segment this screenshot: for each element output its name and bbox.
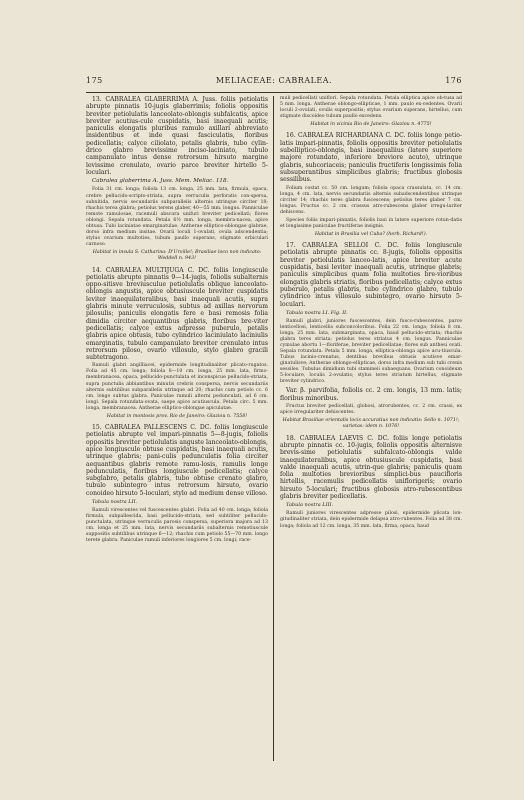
running-header [86,76,462,90]
species-17-plate: Tabula nostra LI. Fig. II. [286,309,348,316]
genus-name: CABRALEA. [278,76,333,85]
species-13-synonym: Cabralea glaberrima A. Juss. Mem. Meliac. 118. [92,178,229,185]
species-18-plate: Tabula nostra LIII. [286,502,334,509]
species-16-diagnosis: 16. CABRALEA RICHARDIANA C. DC. foliis longe petio-latis impari-pinnatis, foliolis oppositis breviter petiolulatis subelliptico-oblongis, basi inaequaliius (latere superiore majore rotundato, inferiore breviore acuto), utrinque glabris, subcoriaceis; paniculis fructiferis longissimis folia subsuperantibus simplicibus glabris; fructibus globosis sessilibus. [280,132,462,184]
species-13-description: Folia 31 cm. longa; foliola 13 cm. longa, 25 mm. lata, firmula, opaca, crebre pellucido-scripto-striata, supra verruculis perforatis con-spersa, subnitida, nervis secundariis subparallelis alternis utrinque circiter 18; rhachis terea glabra; petiolus terens glaber, 40—55 mm. longus. Panniculae remote ramulosae, racemuli abscura unifuri breviter pedicellati; flores oblongi. Sepala rotundata. Petala 6½ mm. longa, membra-nacea, apice obtusa. Tubi laciniatae emarginatulae. Antherae elliptico-oblongae glabrae, dorso infra medium insitae. Ovarii loculi 1-ovulati, ovula adscendentia; stylus ovarium multoties, tubum paullo superans, stigmate orbiculari carnoso. [86,187,268,247]
family-name: MELIACEAE: [215,76,276,85]
species-15-description: Ramuli virescentes vel fuscescentes glabri. Folia ad 40 cm. longa; foliola firmula, subpallescida, basi pellucido-striata, sed subtiliter pellucido-punctulata, utrinque verruculis parosis conspersa, superiora majora ad 13 cm. longa et 25 mm. lata, nervis secundariis subalternis remotiuscule suppositis subtilibus utrinque 6—12; rhachis cum petiolo 55—70 mm. longo terete glabra. Paniculae ramuli inferiores longiores 5 cm. longi; race- [86,508,268,544]
species-13-habitat: Habitat in insula S. Catharina: D'Urville!; Brasiliae loco non indicato: Weddell n. 943! [92,249,262,262]
species-15-description-cont: muli pedicellati uniflori. Sepala rotundata. Petala elliptica apice ob-tusa ad 5 mm. longa. Antherae oblongo-ellipticae, 1 mm. paulo ex-cedentes. Ovarii loculi 2-ovulati, ovulis superpositis; stylus ovarium superans, hirtellus, cum stigmate discoideo tubum paullo excedens. [280,96,462,120]
species-15-habitat: Habitat in vicinia Rio de Janeiro: Glaziou n. 4775! [310,122,432,128]
species-18-diagnosis: 18. CABRALEA LAEVIS C. DC. foliis longe petiolatis abrupte pinnatis cc. 10-jugis, foliolis oppositis alternisve brevis-sime petiolulatis subfalcato-oblongis valde inaequilateralibus, apice obtusiuscule cuspidatis, basi valde inaequali acutis, utrin-que glabris; paniculis quam folia multoties brevioribus simplici-bus pauciflorìs hirtellis, racemulis pedicellatis uniflorigeris; ovario hirsuto 5-loculari; fructibus globosis atro-rubescentibus glabris breviter pedicellatis. [280,434,462,501]
species-17-fruit: Fructus breviter pedicellati, globosi, atrorubentes, cc. 2 cm. crassi, ex apice irregulariter dehiscentes. [280,404,462,416]
species-18-description: Ramuli juniores virescentes adpresse pilosi, epidermide plicata lon-gitudinaliter striata, dein epidermide delapsa atro-rubentes. Folia ad 38 cm. longa; foliola ad 12 cm. longa, 35 mm. lata, firma, opaca, haud [280,511,462,529]
header-rule [86,92,462,93]
species-14-diagnosis: 14. CABRALEA MULTIJUGA C. DC. foliis longiuscule petiolatis abrupte pinnatis 9—14-jugis, foliolis subalternis oppo-sitisve breviusculue petiolulatis oblique lanceolato-oblongis angustis, apice obtusiuscule breviter cuspidatis leviter inaequilateralibus, basi inaequali acutis, supra glabris minute verruculosis, subtus ad axillas nervorum pilosulis; paniculis elongatis fere e basi remosis folia dimidia circiter aequantibus glabris, floribus bre-viter pedicellatis; calyce extus adpresse puberulo, petalis glabris apice obtusis, tubo cylindrico laciniulato laciniulis emarginatis, tubulo campanulato breviter crenulato intus retrorsum piloso, ovario villosulo, stylo glabro gracili subtetragono. [86,266,268,362]
species-16-note: Species foliis impari-pinnatis, foliolis basi in latere superiore rotun-datis et longissime paniculae fructiferae insignis. [280,217,462,229]
species-16-description: Folium costat cc. 50 cm. longum; foliola opaca crassulata, cc. 14 cm. longa, 4 cm. lata, nervis secundariis alternis subadscendentibus utrinque circiter 14; rhachis teres glabra fuscescens; petiolus teres glaber 7 cm. longus. Fructus cc. 2 cm. crassus atro-rubescens glaber irregu-lariter dehiscens. [280,185,462,215]
species-16-habitat: Habitat in Brasilia vel Cuba? (herb. Richard!). [314,231,428,237]
species-15-diagnosis: 15. CABRALEA PALLESCENS C. DC. foliis longiuscule petiolatis abrupte vel impari-pinnatis 5—8-jugis, foliolis oppositis breviter petiolulatis anguste lanceolato-oblongis, apice longiuscule obtuse cuspidatis, basi inaequali acutis, utrinque glabris; pani-culis pedunculatis folia circiter aequantibus glabris remote ramu-losis, ramulis longe pedunculatis, floribus longiuscule pedicellatis; calyce subglabro, petalis glabris, tubo obtuse crenato glabro, tubulo subintegro intus retrorsum hirsuto, ovario conoideo hirsuto 5-loculari, stylo ad medium dense villoso. [86,424,268,497]
species-14-habitat: Habitat in montosis prov. Rio de Janeiro: Glaziou n. 7558! [106,413,248,419]
species-17-variety: Var. β. parvifolia, foliolis cc. 2 cm. longis, 13 mm. latis; floribus minoribus. [280,387,462,402]
species-17-habitat: Habitat Brasiliae orientalis locis accuratius non indicatis: Sello n. 1071!; varietas: idem n. 1076! [282,418,460,430]
right-column [280,96,462,532]
page-number-right: 176 [445,76,462,85]
species-15-plate: Tabula nostra LII. [92,499,138,506]
species-13-diagnosis: 13. CABRALEA GLABERRIMA A. Juss. foliis petiolatis abrupte pinnatis 10-jugis glaberrimis; foliolis oppositis breviter petiolulatis lanceolato-oblongis subfalcatis, apice breviter acutius-cule cuspidatis, basi inaequali acutis; paniculis elongatis pluribus ramulo axillari abbreviato insidentibus et inde quasi fasciculatis, floribus pedicellatis; calyce ciliolato, petalis glabris, tubo cylin-drico glabro brevissime inciso-laciniato, tubulo campanulato intus dense retrorsum hirsuto margine levissime crenulato, ovario parce breviter hirtello 5-loculari. [86,96,268,176]
species-14-description: Ramuli glabri angilliacei, epidermide longitudinaliter plicato-rugatos. Folia ad 45 cm. longa; foliola 8—10 cm. longa, 25 mm. lata, firmo-membranacea, opaca, pellucido-punctulata et inconspicue pellucido-striata, supra punctulis abbiantibus minutis crebris conspersa, nervis secundariis alternis subtilibus subparallelis utrinque ad 20; rhachis cum petiolo cc. 6 cm. longo subtus glabra. Paniculae ramuli alterni pedunculati, ad 6 cm. longi. Sepala rotundata-ovata, saepe apice acutiuscula. Petala circ. 5 mm. longa, membranacea. Antherae elliptico-oblongae apiculatae. [86,363,268,411]
left-column [86,96,268,546]
running-title [86,76,462,85]
column-divider [273,96,274,761]
species-17-diagnosis: 17. CABRALEA SELLOI C. DC. foliis longiuscule petiolatis abrupte pinnatis cc. 8-jugis, foliolis oppositis breviter petiolulatis lanceo-latis, apice breviter acute cuspidatis, basi leviter inaequali acutis, utrinque glabris; paniculis simplicibus quam folia multoties bre-vioribus elongatis glabris striatis, floribus pedicellatis; calyce extus puberulo, petalis glabris, tubo cylindrico glabro, tubulo cylindrico intus villosulo subintegro, ovario hirsuto 5-loculari. [280,242,462,308]
page-number-left: 175 [86,76,103,85]
species-17-description: Ramuli glabri, juniores fuscescentes, dein fusco-rubescentes, parce lenticellosi, lenticellis subconcoloribus. Folia 22 cm. longa; foliola 8 cm. longa, 25 mm. lata, submarginata, opaca, haud pellucido-striata; rhachis glabra teres striata; petiolus teres striatus 4 cm. longus. Panniculae cymulae abortu 1—floriferae, breviter pedicellatae; flores sub anthesi ovati. Sepala rotundata. Petala 5 mm. longa, elliptica-oblonga apice acu-tiuscula. Tubus lacinio-crenatus, dentibus brevibus obtusis acutisve emar-ginatulisve; Antherae oblongo-ellipticae, dorso infra medium sub tubi crenis sessiles. Tubulus dimidium tubi stamineii subaequans. Ovarium conoideum 5-loculare, loculis 2-ovulatis; stylus teres striatum hirtellus, stigmate breviter cylindrico. [280,318,462,385]
